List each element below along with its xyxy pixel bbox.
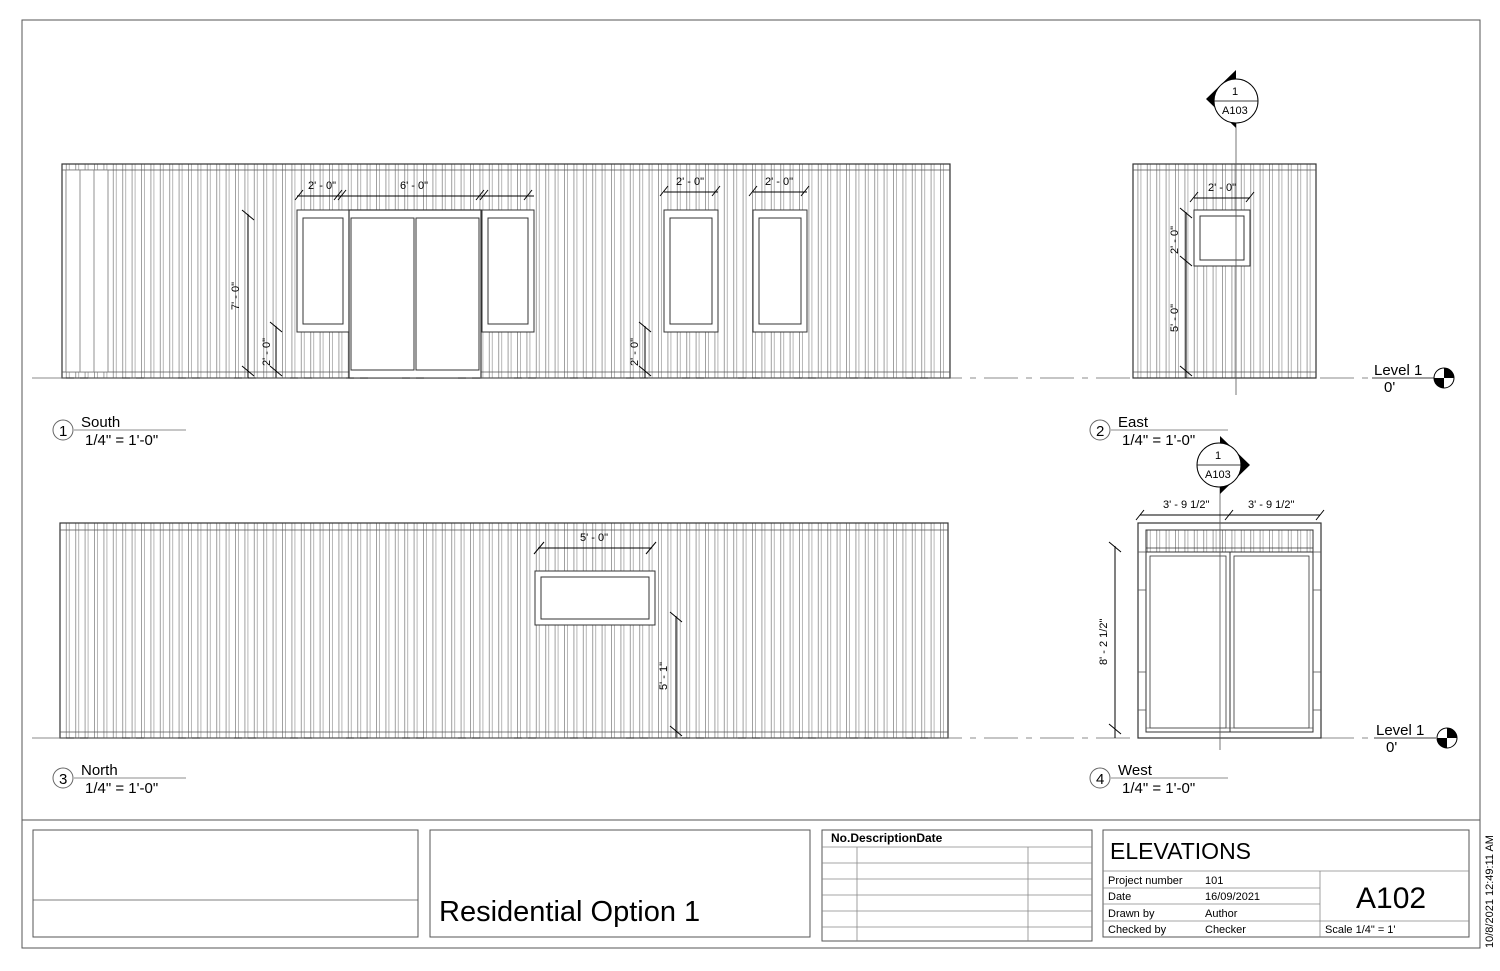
sheet-title: ELEVATIONS bbox=[1110, 838, 1252, 864]
project-box bbox=[430, 830, 810, 937]
north-window bbox=[535, 571, 655, 625]
level-top-elev: 0' bbox=[1384, 379, 1396, 396]
checked-by-value: Checker bbox=[1205, 924, 1246, 936]
view-number-3: 3 bbox=[59, 771, 68, 788]
view-name-south: South bbox=[81, 414, 121, 431]
view-title-east bbox=[1090, 414, 1228, 449]
logo-box bbox=[33, 830, 418, 937]
south-elevation bbox=[62, 164, 950, 378]
checked-by-label: Checked by bbox=[1108, 924, 1167, 936]
sheet-number: A102 bbox=[1356, 882, 1427, 915]
south-window-4 bbox=[753, 210, 807, 332]
west-doors bbox=[1146, 552, 1313, 732]
east-dim-sill: 5' - 0" bbox=[1169, 303, 1181, 332]
sheet-border bbox=[22, 20, 1480, 948]
view-title-south bbox=[53, 414, 186, 449]
east-elevation bbox=[1133, 120, 1316, 395]
level-top-name: Level 1 bbox=[1374, 362, 1423, 379]
view-scale-west: 1/4" = 1'-0" bbox=[1122, 780, 1196, 797]
west-dim-left: 3' - 9 1/2" bbox=[1163, 499, 1210, 511]
south-dim-sill-1: 2' - 0" bbox=[261, 337, 273, 366]
drawn-by-value: Author bbox=[1205, 908, 1238, 920]
sheet-scale: Scale 1/4" = 1' bbox=[1325, 924, 1396, 936]
south-dim-window-3: 2' - 0" bbox=[676, 176, 705, 188]
south-window-2 bbox=[482, 210, 534, 332]
north-elevation bbox=[60, 523, 948, 738]
south-dim-sill-2: 2' - 0" bbox=[629, 337, 641, 366]
section-tag-bottom bbox=[1197, 436, 1250, 494]
view-title-north bbox=[53, 762, 186, 797]
view-scale-south: 1/4" = 1'-0" bbox=[85, 432, 159, 449]
south-dim-window-1: 2' - 0" bbox=[308, 180, 337, 192]
level-bottom-elev: 0' bbox=[1386, 739, 1398, 756]
project-name: Residential Option 1 bbox=[439, 896, 701, 928]
section-tag-top-number: 1 bbox=[1232, 86, 1239, 98]
east-dim-window-width: 2' - 0" bbox=[1208, 182, 1237, 194]
south-window-1 bbox=[297, 210, 349, 332]
project-number-value: 101 bbox=[1205, 875, 1224, 887]
south-dim-door: 6' - 0" bbox=[400, 180, 429, 192]
view-name-west: West bbox=[1118, 762, 1152, 779]
view-name-north: North bbox=[81, 762, 118, 779]
title-block bbox=[33, 830, 1496, 948]
revision-header: No.DescriptionDate bbox=[831, 831, 943, 845]
date-value: 16/09/2021 bbox=[1205, 891, 1261, 903]
project-number-label: Project number bbox=[1108, 875, 1183, 887]
view-scale-east: 1/4" = 1'-0" bbox=[1122, 432, 1196, 449]
revision-table bbox=[822, 830, 1092, 941]
section-tag-bottom-number: 1 bbox=[1215, 450, 1222, 462]
east-wall bbox=[1133, 164, 1316, 378]
view-name-east: East bbox=[1118, 414, 1149, 431]
north-dim-window-width: 5' - 0" bbox=[580, 532, 609, 544]
section-tag-bottom-sheet: A103 bbox=[1205, 469, 1231, 481]
section-tag-top bbox=[1206, 70, 1258, 128]
south-dim-window-4: 2' - 0" bbox=[765, 176, 794, 188]
view-scale-north: 1/4" = 1'-0" bbox=[85, 780, 159, 797]
drawn-by-label: Drawn by bbox=[1108, 908, 1155, 920]
west-dim-height: 8' - 2 1/2" bbox=[1098, 618, 1110, 665]
north-dim-sill: 5' - 1" bbox=[658, 661, 670, 690]
south-dim-height: 7' - 0" bbox=[230, 281, 242, 310]
view-number-1: 1 bbox=[59, 423, 68, 440]
east-window bbox=[1194, 210, 1250, 266]
print-timestamp: 10/8/2021 12:49:11 AM bbox=[1484, 835, 1496, 948]
level-marker-bottom bbox=[1374, 722, 1457, 756]
view-title-west bbox=[1090, 762, 1228, 797]
sheet-info-box bbox=[1103, 830, 1469, 937]
level-marker-top bbox=[1372, 362, 1454, 396]
section-tag-top-sheet: A103 bbox=[1222, 105, 1248, 117]
west-elevation bbox=[1098, 480, 1324, 750]
level-bottom-name: Level 1 bbox=[1376, 722, 1425, 739]
date-label: Date bbox=[1108, 891, 1132, 903]
south-sliding-door bbox=[349, 210, 481, 378]
west-dim-right: 3' - 9 1/2" bbox=[1248, 499, 1295, 511]
north-wall bbox=[60, 523, 948, 738]
view-number-4: 4 bbox=[1096, 771, 1105, 788]
south-window-3 bbox=[664, 210, 718, 332]
view-number-2: 2 bbox=[1096, 423, 1105, 440]
east-dim-window-height: 2' - 0" bbox=[1169, 225, 1181, 254]
